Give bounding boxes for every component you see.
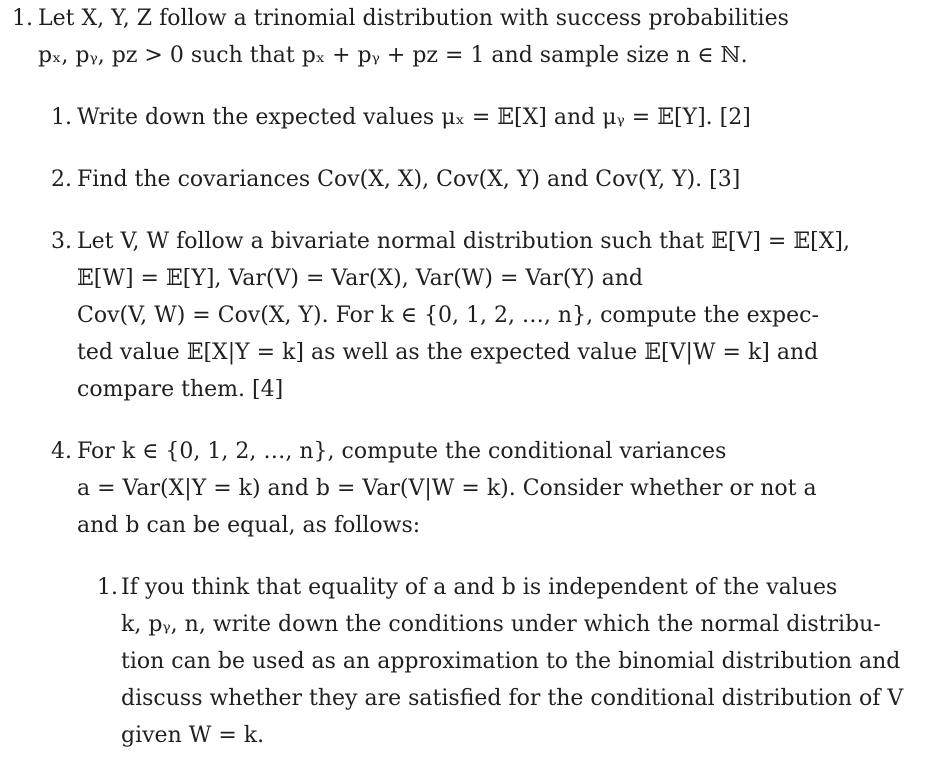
subpart-text-line: k, pᵧ, n, write down the conditions under which the normal distribu- — [121, 612, 881, 637]
problem-line-2 — [38, 37, 748, 74]
part-text-line: Let V, W follow a bivariate normal distribution such that 𝔼[V] = 𝔼[X], — [77, 229, 850, 254]
subpart-1-line-4 — [121, 680, 903, 717]
part-number: 4. — [51, 439, 72, 464]
part-text-line: a = Var(X|Y = k) and b = Var(V|W = k). Consider whether or not a — [77, 476, 817, 501]
part-text-line: ted value 𝔼[X|Y = k] as well as the expected value 𝔼[V|W = k] and — [77, 340, 819, 365]
part-3-line-2 — [77, 260, 643, 297]
part-text-line: For k ∈ {0, 1, 2, …, n}, compute the conditional variances — [77, 439, 727, 464]
subpart-1-line-1 — [97, 569, 837, 606]
part-4-line-2 — [77, 470, 817, 507]
part-3-line-4 — [77, 334, 818, 371]
part-number: 3. — [51, 229, 72, 254]
part-text-line: compare them. [4] — [77, 377, 284, 402]
part-text-line: Cov(V, W) = Cov(X, Y). For k ∈ {0, 1, 2, …, n}, compute the expec- — [77, 303, 819, 328]
part-3-line-1 — [51, 223, 850, 260]
problem-text-line: pₓ, pᵧ, pᴢ > 0 such that pₓ + pᵧ + pᴢ = 1 and sample size n ∈ ℕ. — [38, 43, 748, 68]
part-text-line: and b can be equal, as follows: — [77, 513, 421, 538]
subpart-1-line-2 — [121, 606, 881, 643]
part-text-line: 𝔼[W] = 𝔼[Y], Var(V) = Var(X), Var(W) = Var(Y) and — [77, 266, 643, 291]
part-2-line-1 — [51, 161, 740, 198]
part-number: 1. — [51, 105, 72, 130]
part-text-line: Find the covariances Cov(X, X), Cov(X, Y) and Cov(Y, Y). [3] — [77, 167, 741, 192]
subpart-text-line: If you think that equality of a and b is independent of the values — [121, 575, 838, 600]
part-4-line-1 — [51, 433, 726, 470]
subpart-1-line-5 — [121, 717, 264, 754]
subpart-text-line: tion can be used as an approximation to the binomial distribution and — [121, 649, 901, 674]
part-3-line-3 — [77, 297, 819, 334]
subpart-text-line: given W = k. — [121, 723, 265, 748]
part-number: 2. — [51, 167, 72, 192]
problem-number: 1. — [12, 6, 33, 31]
part-4-line-3 — [77, 507, 420, 544]
subpart-text-line: discuss whether they are satisfied for the conditional distribution of V — [121, 686, 904, 711]
problem-text-line: Let X, Y, Z follow a trinomial distribution with success probabilities — [38, 6, 789, 31]
subpart-1-line-3 — [121, 643, 900, 680]
part-1-line-1 — [51, 99, 751, 136]
part-text-line: Write down the expected values μₓ = 𝔼[X] and μᵧ = 𝔼[Y]. [2] — [77, 105, 751, 130]
subpart-number: 1. — [97, 575, 118, 600]
part-3-line-5 — [77, 371, 283, 408]
problem-line-1 — [12, 0, 789, 37]
